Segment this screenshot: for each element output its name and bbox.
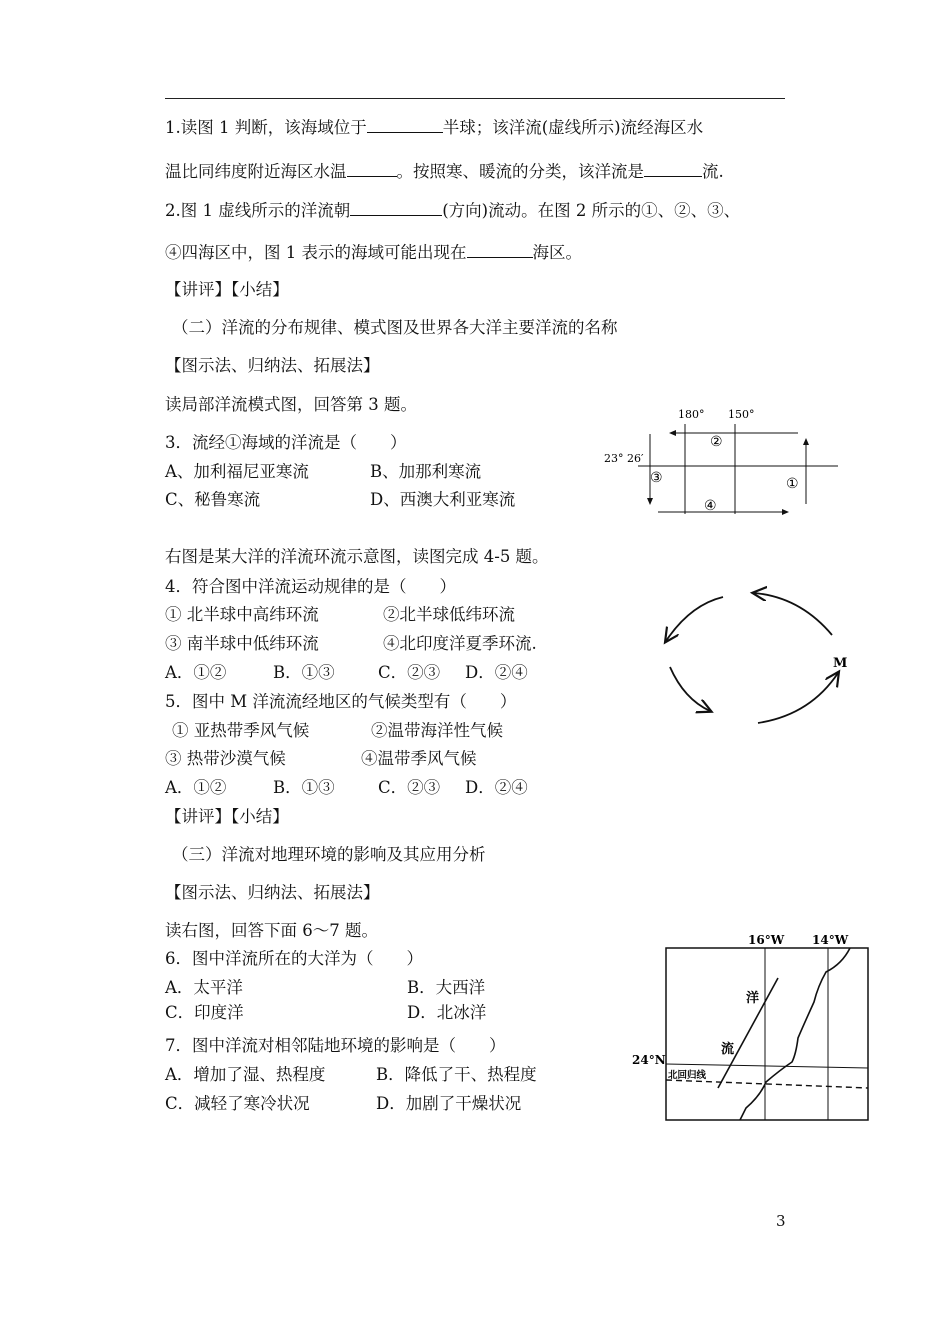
q1-blank-hemisphere[interactable] [367, 116, 443, 133]
q7-options-row2 [165, 1093, 522, 1115]
q4-answer-c[interactable]: C．②③ [378, 663, 441, 682]
tropic-label: 北回归线 [668, 1070, 707, 1081]
q6-options-row1 [165, 977, 486, 999]
q5-answer-b[interactable]: B．①③ [273, 778, 335, 797]
lon-180-label: 180° [678, 408, 705, 421]
q1-line2: 温比同纬度附近海区水温 。按照寒、暖流的分类，该洋流是 流. [165, 162, 724, 181]
lon-150-label: 150° [728, 408, 755, 421]
q4-choices-row1 [165, 604, 515, 626]
q6-stem: 6．图中洋流所在的大洋为（ ） [165, 949, 423, 968]
gyre-arrow-bottom-right [758, 673, 838, 723]
q4-choices-row2 [165, 633, 537, 655]
q5-choice-4: ④温带季风气候 [361, 749, 477, 768]
coastline [740, 948, 850, 1120]
lon-16w-label: 16°W [748, 933, 785, 947]
intro-q45: 右图是某大洋的洋流环流示意图，读图完成 4-5 题。 [165, 547, 549, 566]
page-number: 3 [776, 1212, 786, 1230]
q1-line1: 1.读图 1 判断，该海域位于 半球；该洋流(虚线所示)流经海区水 [165, 118, 704, 137]
parallel-24n [666, 1064, 868, 1068]
gyre-figure [650, 575, 850, 735]
q3-option-d[interactable]: D、西澳大利亚寒流 [370, 490, 516, 509]
q5-stem: 5．图中 M 洋流流经地区的气候类型有（ ） [165, 692, 517, 711]
q6-option-d[interactable]: D．北冰洋 [407, 1003, 487, 1022]
header-rule [165, 98, 785, 99]
section2-title: （二）洋流的分布规律、模式图及世界各大洋主要洋流的名称 [172, 318, 618, 337]
gyre-arrow-bottom-left [670, 667, 710, 711]
current-char-1: 洋 [746, 991, 760, 1006]
q5-choice-3: ③ 热带沙漠气候 [165, 749, 286, 768]
review-heading-1: 【讲评】【小结】 [165, 280, 289, 299]
method-heading-1: 【图示法、归纳法、拓展法】 [165, 356, 380, 375]
method-heading-2: 【图示法、归纳法、拓展法】 [165, 883, 380, 902]
q6-option-c[interactable]: C．印度洋 [165, 1003, 244, 1022]
q3-option-a[interactable]: A、加利福尼亚寒流 [165, 462, 309, 481]
q4-answer-b[interactable]: B．①③ [273, 663, 335, 682]
gyre-arrow-top-right [754, 593, 832, 635]
q1-blank-type[interactable] [644, 160, 702, 177]
q5-choice-2: ②温带海洋性气候 [371, 721, 503, 740]
tropic-lat-label: 23° 26′ [604, 452, 644, 465]
q5-choices-row1 [172, 720, 503, 742]
q2-line2: ④四海区中，图 1 表示的海域可能出现在 海区。 [165, 243, 582, 262]
q7-option-a[interactable]: A．增加了湿、热程度 [165, 1065, 326, 1084]
lon-14w-label: 14°W [812, 933, 849, 947]
map-frame [666, 948, 868, 1120]
q5-choice-1: ① 亚热带季风气候 [172, 721, 310, 740]
q7-option-b[interactable]: B．降低了干、热程度 [376, 1065, 537, 1084]
q1-blank-temp[interactable] [347, 160, 397, 177]
current-char-2: 流 [721, 1042, 735, 1057]
q6-options-row2 [165, 1002, 487, 1024]
q4-choice-1: ① 北半球中高纬环流 [165, 605, 319, 624]
q5-answer-c[interactable]: C．②③ [378, 778, 441, 797]
q4-stem: 4．符合图中洋流运动规律的是（ ） [165, 577, 456, 596]
q4-choice-4: ④北印度洋夏季环流. [383, 634, 537, 653]
q3-stem: 3．流经①海域的洋流是（ ） [165, 433, 407, 452]
ocean-current-model-figure [598, 404, 848, 524]
marker-4: ④ [704, 498, 717, 514]
q4-choice-2: ②北半球低纬环流 [383, 605, 515, 624]
gyre-label-m: M [833, 656, 848, 671]
q5-answer-a[interactable]: A．①② [165, 778, 227, 797]
intro-q3: 读局部洋流模式图，回答第 3 题。 [165, 395, 417, 414]
q5-choices-row2 [165, 748, 477, 770]
q4-choice-3: ③ 南半球中低纬环流 [165, 634, 319, 653]
marker-3: ③ [650, 470, 663, 486]
q4-answer-d[interactable]: D．②④ [465, 663, 528, 682]
q3-options-row2 [165, 489, 516, 511]
marker-1: ① [786, 476, 799, 492]
q3-option-b[interactable]: B、加那利寒流 [370, 462, 482, 481]
q2-blank-area[interactable] [467, 241, 533, 258]
q7-option-c[interactable]: C．减轻了寒冷状况 [165, 1094, 310, 1113]
q4-answer-a[interactable]: A．①② [165, 663, 227, 682]
q5-answers [165, 777, 528, 799]
intro-q67: 读右图，回答下面 6～7 题。 [165, 921, 378, 940]
canary-current-map [628, 928, 878, 1124]
review-heading-2: 【讲评】【小结】 [165, 807, 289, 826]
q2-blank-direction[interactable] [350, 199, 442, 216]
q6-option-b[interactable]: B．大西洋 [407, 978, 486, 997]
q3-options-row1 [165, 461, 482, 483]
q3-option-c[interactable]: C、秘鲁寒流 [165, 490, 261, 509]
q7-stem: 7．图中洋流对相邻陆地环境的影响是（ ） [165, 1036, 506, 1055]
q4-answers [165, 662, 528, 684]
q5-answer-d[interactable]: D．②④ [465, 778, 528, 797]
q2-line1: 2.图 1 虚线所示的洋流朝 (方向)流动。在图 2 所示的①、②、③、 [165, 201, 741, 220]
section3-title: （三）洋流对地理环境的影响及其应用分析 [172, 845, 486, 864]
q7-options-row1 [165, 1064, 537, 1086]
q6-option-a[interactable]: A．太平洋 [165, 978, 243, 997]
gyre-arrow-top-left [666, 597, 723, 641]
marker-2: ② [710, 434, 723, 450]
lat-24n-label: 24°N [632, 1053, 666, 1067]
q7-option-d[interactable]: D．加剧了干燥状况 [376, 1094, 522, 1113]
